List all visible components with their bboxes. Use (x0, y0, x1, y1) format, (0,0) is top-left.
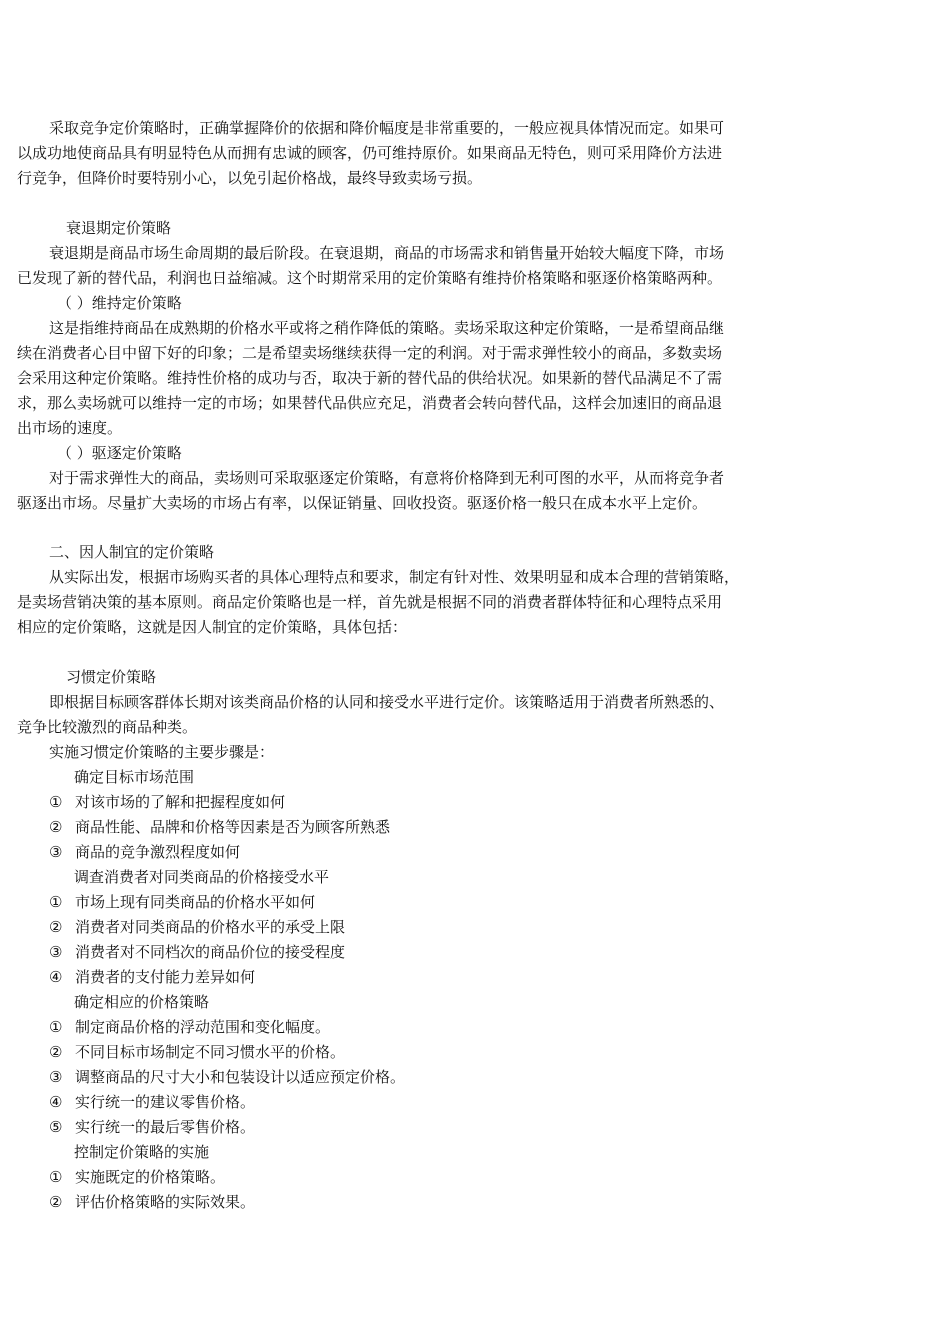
paragraph-line: 实施习惯定价策略的主要步骤是： (49, 743, 275, 761)
list-text: 不同目标市场制定不同习惯水平的价格。 (75, 1043, 346, 1061)
paragraph-line: 求，那么卖场就可以维持一定的市场；如果替代品供应充足，消费者会转向替代品，这样会加速旧的商品退 (17, 394, 723, 412)
list-item (49, 1065, 405, 1090)
step-title: 控制定价策略的实施 (74, 1143, 210, 1161)
paragraph-line: 以成功地使商品具有明显特色从而拥有忠诚的顾客，仍可维持原价。如果商品无特色，则可采用降价方法进 (17, 144, 723, 162)
list-item (49, 1190, 255, 1215)
list-text: 调整商品的尺寸大小和包装设计以适应预定价格。 (75, 1068, 406, 1086)
paragraph-line: 竞争比较激烈的商品种类。 (17, 718, 198, 736)
list-number: ④ (49, 968, 63, 986)
list-text: 对该市场的了解和把握程度如何 (75, 793, 286, 811)
paragraph-line: 衰退期是商品市场生命周期的最后阶段。在衰退期，商品的市场需求和销售量开始较大幅度下降，市场 (49, 244, 725, 262)
list-text: 市场上现有同类商品的价格水平如何 (75, 893, 316, 911)
list-text: 制定商品价格的浮动范围和变化幅度。 (75, 1018, 331, 1036)
subsection-heading: （ ）维持定价策略 (57, 294, 182, 312)
subsection-heading: （ ）驱逐定价策略 (57, 444, 182, 462)
paragraph-line: 出市场的速度。 (17, 419, 123, 437)
list-number: ② (49, 1043, 63, 1061)
list-text: 实行统一的最后零售价格。 (75, 1118, 256, 1136)
paragraph-line: 已发现了新的替代品，利润也日益缩减。这个时期常采用的定价策略有维持价格策略和驱逐价格策略两种。 (17, 269, 723, 287)
step-title: 确定目标市场范围 (74, 768, 195, 786)
step-title: 调查消费者对同类商品的价格接受水平 (74, 868, 330, 886)
list-number: ⑤ (49, 1118, 63, 1136)
list-text: 实施既定的价格策略。 (75, 1168, 226, 1186)
list-text: 商品的竞争激烈程度如何 (75, 843, 241, 861)
list-item (49, 1015, 330, 1040)
paragraph-line: 这是指维持商品在成熟期的价格水平或将之稍作降低的策略。卖场采取这种定价策略，一是希望商品继 (49, 319, 725, 337)
list-item (49, 1165, 225, 1190)
section-heading: 衰退期定价策略 (66, 219, 172, 237)
list-text: 评估价格策略的实际效果。 (75, 1193, 256, 1211)
list-item (49, 965, 255, 990)
paragraph-line: 驱逐出市场。尽量扩大卖场的市场占有率，以保证销量、回收投资。驱逐价格一般只在成本水平上定价。 (17, 494, 708, 512)
list-item (49, 790, 285, 815)
paragraph-line: 采取竞争定价策略时，正确掌握降价的依据和降价幅度是非常重要的，一般应视具体情况而定。如果可 (49, 119, 725, 137)
paragraph-line: 是卖场营销决策的基本原则。商品定价策略也是一样，首先就是根据不同的消费者群体特征和心理特点采用 (17, 593, 723, 611)
paragraph-line: 相应的定价策略，这就是因人制宜的定价策略，具体包括： (17, 618, 408, 636)
list-number: ① (49, 893, 63, 911)
paragraph-line: 会采用这种定价策略。维持性价格的成功与否，取决于新的替代品的供给状况。如果新的替代品满足不了需 (17, 369, 723, 387)
list-text: 消费者对同类商品的价格水平的承受上限 (75, 918, 346, 936)
list-item (49, 1040, 345, 1065)
list-number: ① (49, 1018, 63, 1036)
list-item (49, 890, 315, 915)
step-title: 确定相应的价格策略 (74, 993, 210, 1011)
list-number: ② (49, 818, 63, 836)
paragraph-line: 续在消费者心目中留下好的印象；二是希望卖场继续获得一定的利润。对于需求弹性较小的商品，多数卖场 (17, 344, 723, 362)
list-text: 实行统一的建议零售价格。 (75, 1093, 256, 1111)
list-number: ④ (49, 1093, 63, 1111)
section-heading: 习惯定价策略 (66, 668, 157, 686)
section-heading: 二、因人制宜的定价策略 (49, 543, 215, 561)
list-number: ③ (49, 1068, 63, 1086)
list-number: ① (49, 1168, 63, 1186)
list-item (49, 915, 345, 940)
list-text: 商品性能、品牌和价格等因素是否为顾客所熟悉 (75, 818, 391, 836)
list-text: 消费者的支付能力差异如何 (75, 968, 256, 986)
paragraph-line: 对于需求弹性大的商品，卖场则可采取驱逐定价策略，有意将价格降到无利可图的水平，从而将竞争者 (49, 469, 725, 487)
list-text: 消费者对不同档次的商品价位的接受程度 (75, 943, 346, 961)
list-number: ③ (49, 843, 63, 861)
list-number: ② (49, 1193, 63, 1211)
paragraph-line: 行竞争，但降价时要特别小心，以免引起价格战，最终导致卖场亏损。 (17, 169, 483, 187)
list-item (49, 940, 345, 965)
paragraph-line: 从实际出发，根据市场购买者的具体心理特点和要求，制定有针对性、效果明显和成本合理的营销策略， (49, 568, 740, 586)
paragraph-line: 即根据目标顾客群体长期对该类商品价格的认同和接受水平进行定价。该策略适用于消费者所熟悉的、 (49, 693, 725, 711)
list-item (49, 1115, 255, 1140)
list-item (49, 840, 240, 865)
list-number: ③ (49, 943, 63, 961)
list-number: ① (49, 793, 63, 811)
list-item (49, 815, 390, 840)
list-item (49, 1090, 255, 1115)
list-number: ② (49, 918, 63, 936)
